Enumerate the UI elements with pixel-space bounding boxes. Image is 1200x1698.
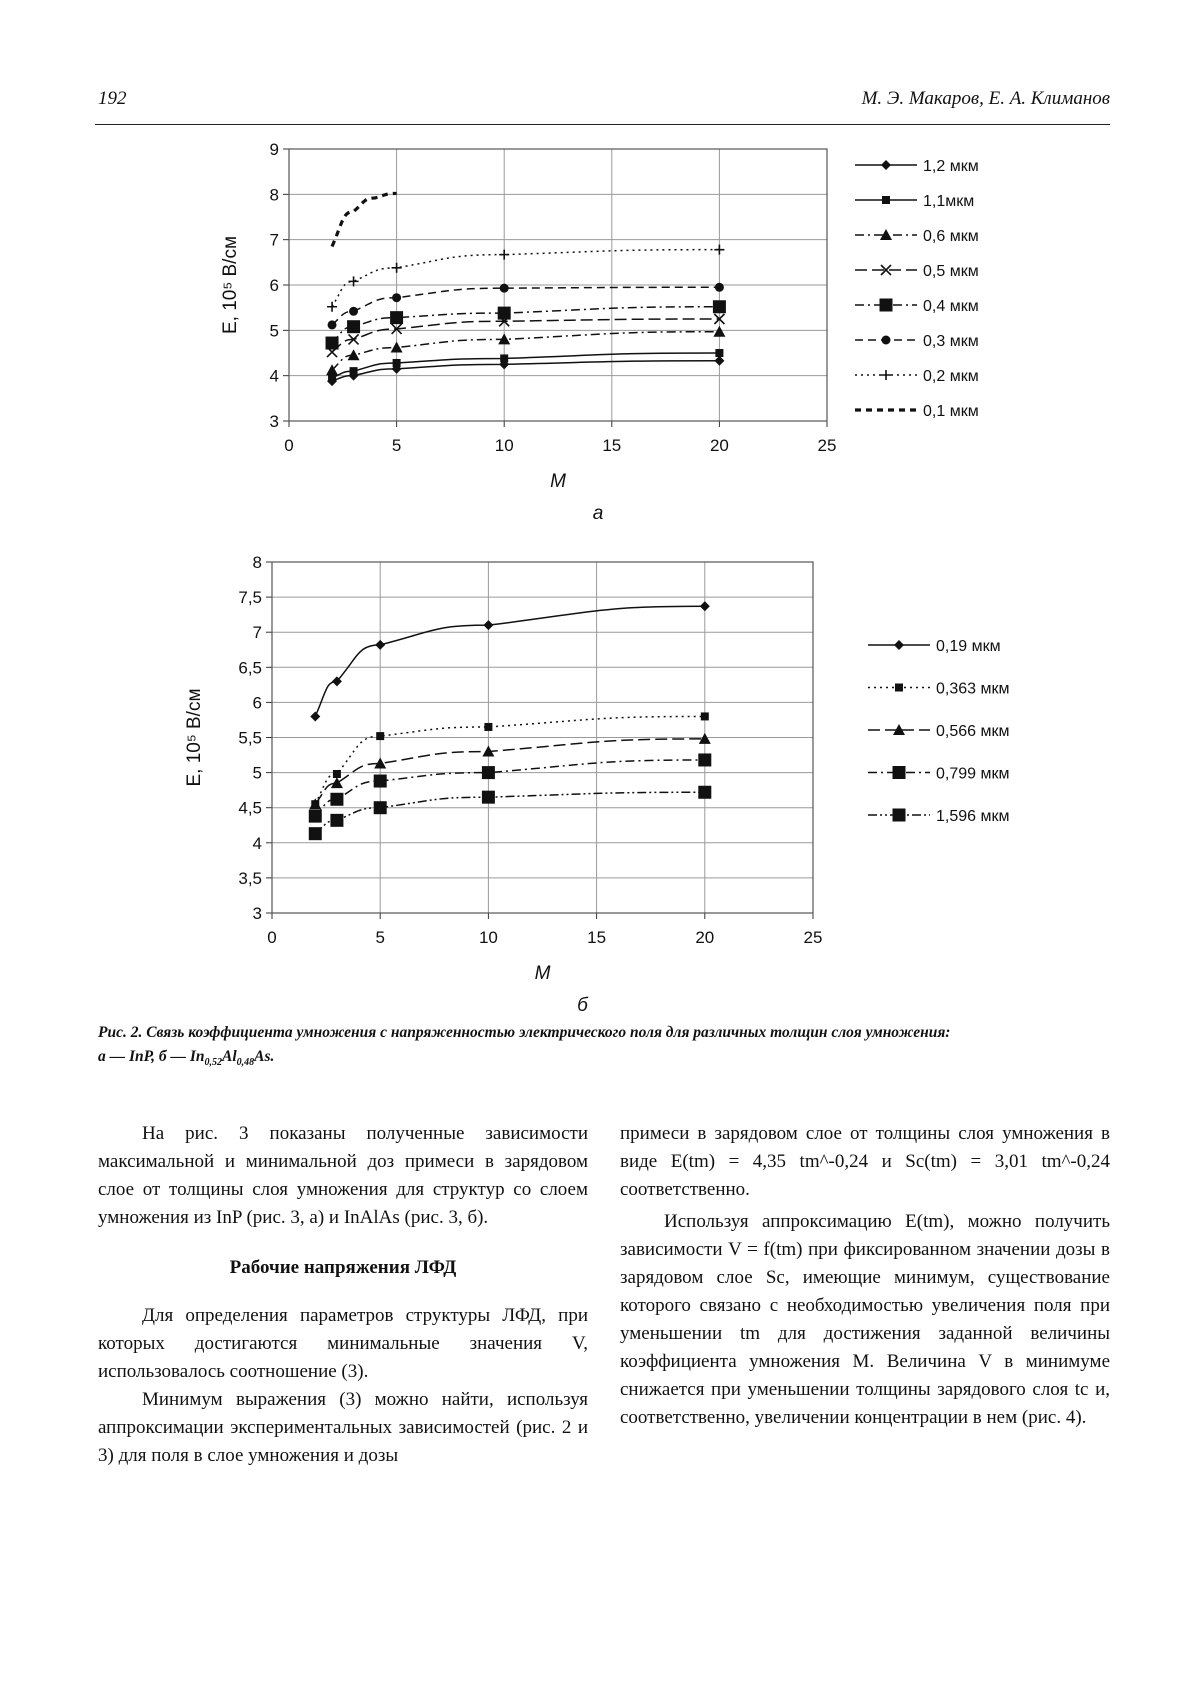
- chart-b-legend-item: [868, 681, 1009, 698]
- chart-a-x-tick-label: 10: [494, 436, 514, 455]
- chart-b-legend-item: [868, 723, 1009, 740]
- chart-b-data-point: [309, 810, 322, 823]
- chart-a-legend-label: 0,3 мкм: [923, 333, 979, 350]
- chart-a-legend-marker: [882, 336, 891, 345]
- chart-a-series-5: [328, 283, 724, 330]
- chart-a-y-tick-label: 4: [269, 366, 279, 386]
- chart-b-legend-label: 0,799 мкм: [936, 765, 1010, 783]
- chart-b-series-0: [310, 601, 710, 721]
- chart-a-legend-label: 0,2 мкм: [923, 368, 979, 385]
- chart-a: [0, 0, 1200, 540]
- chart-b-y-tick-label: 4: [252, 833, 262, 853]
- chart-a-legend-item: [855, 403, 979, 420]
- chart-b-data-point: [374, 801, 387, 814]
- chart-a-legend-label: 1,1мкм: [923, 193, 975, 210]
- chart-b-data-point: [484, 723, 492, 731]
- chart-a-data-point: [350, 367, 358, 375]
- chart-a-series-2: [326, 326, 725, 376]
- chart-a-legend-label: 0,6 мкм: [923, 228, 979, 245]
- chart-b-series-line: [315, 739, 705, 804]
- chart-a-legend-item: [855, 193, 974, 210]
- chart-b: [0, 540, 1200, 1020]
- chart-a-data-point: [391, 342, 403, 353]
- chart-a-series-3: [327, 314, 724, 357]
- chart-b-data-point: [376, 732, 384, 740]
- chart-b-legend-marker: [895, 684, 903, 692]
- chart-b-x-tick-label: 10: [478, 928, 498, 947]
- chart-b-data-point: [701, 712, 709, 720]
- chart-a-y-tick-label: 5: [269, 321, 279, 341]
- chart-a-legend-item: [855, 333, 979, 350]
- chart-a-data-point: [347, 320, 360, 333]
- chart-a-legend-label: 0,1 мкм: [923, 403, 979, 420]
- chart-b-y-axis-label: E, 10⁵ В/см: [184, 688, 205, 787]
- chart-b-y-tick-label: 5,5: [238, 728, 262, 748]
- chart-a-series-line: [332, 353, 719, 378]
- chart-b-data-point: [330, 814, 343, 827]
- chart-a-data-point: [500, 284, 509, 293]
- chart-a-x-tick-label: 20: [709, 436, 729, 455]
- chart-b-x-tick-label: 0: [267, 928, 277, 947]
- chart-a-data-point: [713, 300, 726, 313]
- chart-a-series-6: [327, 245, 724, 312]
- chart-b-data-point: [482, 766, 495, 779]
- chart-a-x-tick-label: 5: [391, 436, 402, 455]
- chart-b-y-tick-label: 7,5: [238, 588, 262, 608]
- chart-a-series-7: [332, 193, 397, 246]
- right-paragraph-1: примеси в зарядовом слое от толщины слоя умножения в виде E(tm) = 4,35 tm^-0,24 и Sc(tm) = 3,01 tm^-0,24 соответственно.: [620, 1123, 1110, 1200]
- chart-a-data-point: [326, 337, 339, 350]
- chart-a-data-point: [392, 263, 402, 273]
- left-column: [98, 1120, 588, 1470]
- chart-b-legend-label: 0,566 мкм: [936, 723, 1010, 740]
- left-paragraph-3: Минимум выражения (3) можно найти, используя аппроксимации экспериментальных зависимостей (рис. 2 и 3) для поля в слое умножения и дозы: [98, 1389, 588, 1466]
- chart-a-x-tick-label: 15: [602, 436, 622, 455]
- chart-b-data-point: [482, 791, 495, 804]
- chart-b-data-point: [309, 798, 321, 809]
- chart-b-legend-item: [868, 766, 1009, 783]
- chart-a-legend-marker: [882, 196, 890, 204]
- right-column: [620, 1120, 1110, 1432]
- chart-b-data-point: [375, 640, 385, 650]
- chart-a-y-tick-label: 8: [269, 185, 279, 205]
- chart-b-data-point: [330, 793, 343, 806]
- chart-b-series-2: [309, 733, 711, 809]
- chart-a-series-line: [332, 193, 397, 246]
- figure-caption: [98, 1021, 1108, 1075]
- chart-b-x-tick-label: 15: [587, 928, 607, 947]
- running-header-authors: М. Э. Макаров, Е. А. Климанов: [861, 88, 1110, 109]
- chart-b-data-point: [309, 827, 322, 840]
- caption-line-1: Рис. 2. Связь коэффициента умножения с напряженностью электрического поля для различных толщин слоя умножения:: [98, 1024, 951, 1041]
- chart-b-legend-item: [868, 808, 1009, 825]
- chart-b-y-tick-label: 3,5: [238, 868, 262, 888]
- chart-b-data-point: [374, 775, 387, 788]
- chart-a-panel-label: а: [592, 503, 604, 524]
- chart-a-data-point: [328, 320, 337, 329]
- chart-b-data-point: [331, 777, 343, 788]
- chart-a-data-point: [327, 302, 337, 312]
- chart-b-series-4: [309, 786, 712, 840]
- chart-b-legend-marker: [893, 766, 906, 779]
- chart-b-y-tick-label: 7: [252, 623, 262, 643]
- chart-a-data-point: [392, 293, 401, 302]
- chart-a-legend-label: 0,4 мкм: [923, 298, 979, 315]
- chart-b-legend-item: [868, 638, 1001, 655]
- chart-a-data-point: [713, 326, 725, 337]
- chart-b-y-tick-label: 8: [252, 553, 262, 572]
- chart-a-data-point: [498, 307, 511, 320]
- chart-a-series-0: [327, 356, 724, 386]
- chart-a-x-tick-label: 25: [817, 436, 837, 455]
- chart-a-data-point: [714, 356, 724, 366]
- chart-a-data-point: [714, 245, 724, 255]
- chart-b-data-point: [310, 711, 320, 721]
- chart-a-legend-item: [855, 368, 979, 385]
- chart-a-data-point: [715, 283, 724, 292]
- chart-b-data-point: [700, 601, 710, 611]
- chart-b-data-point: [698, 786, 711, 799]
- chart-b-legend-label: 0,363 мкм: [936, 680, 1010, 698]
- chart-a-x-tick-label: 0: [284, 436, 294, 455]
- chart-a-legend-label: 0,5 мкм: [923, 263, 979, 280]
- chart-b-x-tick-label: 25: [803, 928, 823, 947]
- chart-a-series-1: [328, 349, 723, 382]
- chart-b-y-tick-label: 3: [252, 904, 262, 923]
- chart-a-data-point: [348, 349, 360, 360]
- chart-a-x-axis-label: M: [550, 471, 566, 492]
- chart-b-data-point: [483, 620, 493, 630]
- chart-a-y-tick-label: 7: [269, 230, 279, 250]
- chart-b-y-tick-label: 4,5: [238, 798, 262, 818]
- chart-a-legend-item: [855, 228, 979, 245]
- chart-a-data-point: [393, 359, 401, 367]
- section-heading: Рабочие напряжения ЛФД: [229, 1257, 457, 1278]
- chart-a-y-tick-label: 6: [269, 276, 279, 295]
- chart-a-legend-item: [855, 263, 979, 280]
- left-paragraph-2: Для определения параметров структуры ЛФД, при которых достигаются минимальные значения V, использовалось соотношение (3).: [98, 1305, 588, 1382]
- chart-a-legend-marker: [880, 299, 893, 312]
- chart-a-series-4: [326, 300, 726, 349]
- chart-a-data-point: [499, 250, 509, 260]
- chart-b-data-point: [333, 770, 341, 778]
- chart-a-data-point: [715, 349, 723, 357]
- chart-a-legend-marker: [881, 160, 891, 170]
- chart-a-data-point: [390, 311, 403, 324]
- chart-a-legend-marker: [881, 370, 891, 380]
- chart-a-legend-item: [855, 158, 979, 175]
- chart-b-series-line: [315, 606, 705, 716]
- chart-b-y-tick-label: 6,5: [238, 658, 262, 678]
- chart-b-panel-label: б: [577, 995, 588, 1016]
- chart-b-y-tick-label: 5: [252, 763, 262, 783]
- chart-b-x-tick-label: 20: [695, 928, 715, 947]
- chart-a-y-tick-label: 9: [269, 140, 279, 159]
- chart-a-data-point: [349, 307, 358, 316]
- chart-a-legend-label: 1,2 мкм: [923, 158, 979, 175]
- chart-a-legend-item: [855, 298, 979, 315]
- chart-b-legend-label: 1,596 мкм: [936, 808, 1010, 825]
- chart-a-y-tick-label: 3: [269, 412, 279, 431]
- caption-line-2: а — InP, б — $In_{0,52}Al_{0,48}As$.: [98, 1048, 275, 1069]
- chart-b-legend-label: 0,19 мкм: [936, 638, 1001, 655]
- chart-b-legend-marker: [894, 640, 904, 650]
- chart-a-data-point: [500, 354, 508, 362]
- left-paragraph-1: На рис. 3 показаны полученные зависимости максимальной и минимальной доз примеси в зарядовом слое от толщины слоя умножения для структур со слоем умножения из InP (рис. 3, а) и InAlAs (рис. 3, б).: [98, 1123, 588, 1228]
- chart-b-x-axis-label: M: [534, 963, 551, 984]
- chart-b-x-tick-label: 5: [375, 928, 385, 947]
- chart-b-data-point: [698, 753, 711, 766]
- right-paragraph-2: Используя аппроксимацию E(tm), можно получить зависимости V = f(tm) при фиксированном значении дозы в зарядовом слое Sc, имеющие минимум, существование которого связано с необходимостью увеличения поля при уменьшении tm для достижения заданной величины коэффициента умножения M. Величина V в минимуме снижается при уменьшении толщины зарядового слоя tc и, соответственно, увеличении концентрации в нем (рис. 4).: [620, 1211, 1110, 1428]
- chart-b-y-tick-label: 6: [252, 693, 262, 713]
- page-number: 192: [98, 88, 127, 109]
- chart-b-legend-marker: [893, 809, 906, 822]
- chart-a-y-axis-label: E, 10⁵ В/см: [220, 235, 241, 335]
